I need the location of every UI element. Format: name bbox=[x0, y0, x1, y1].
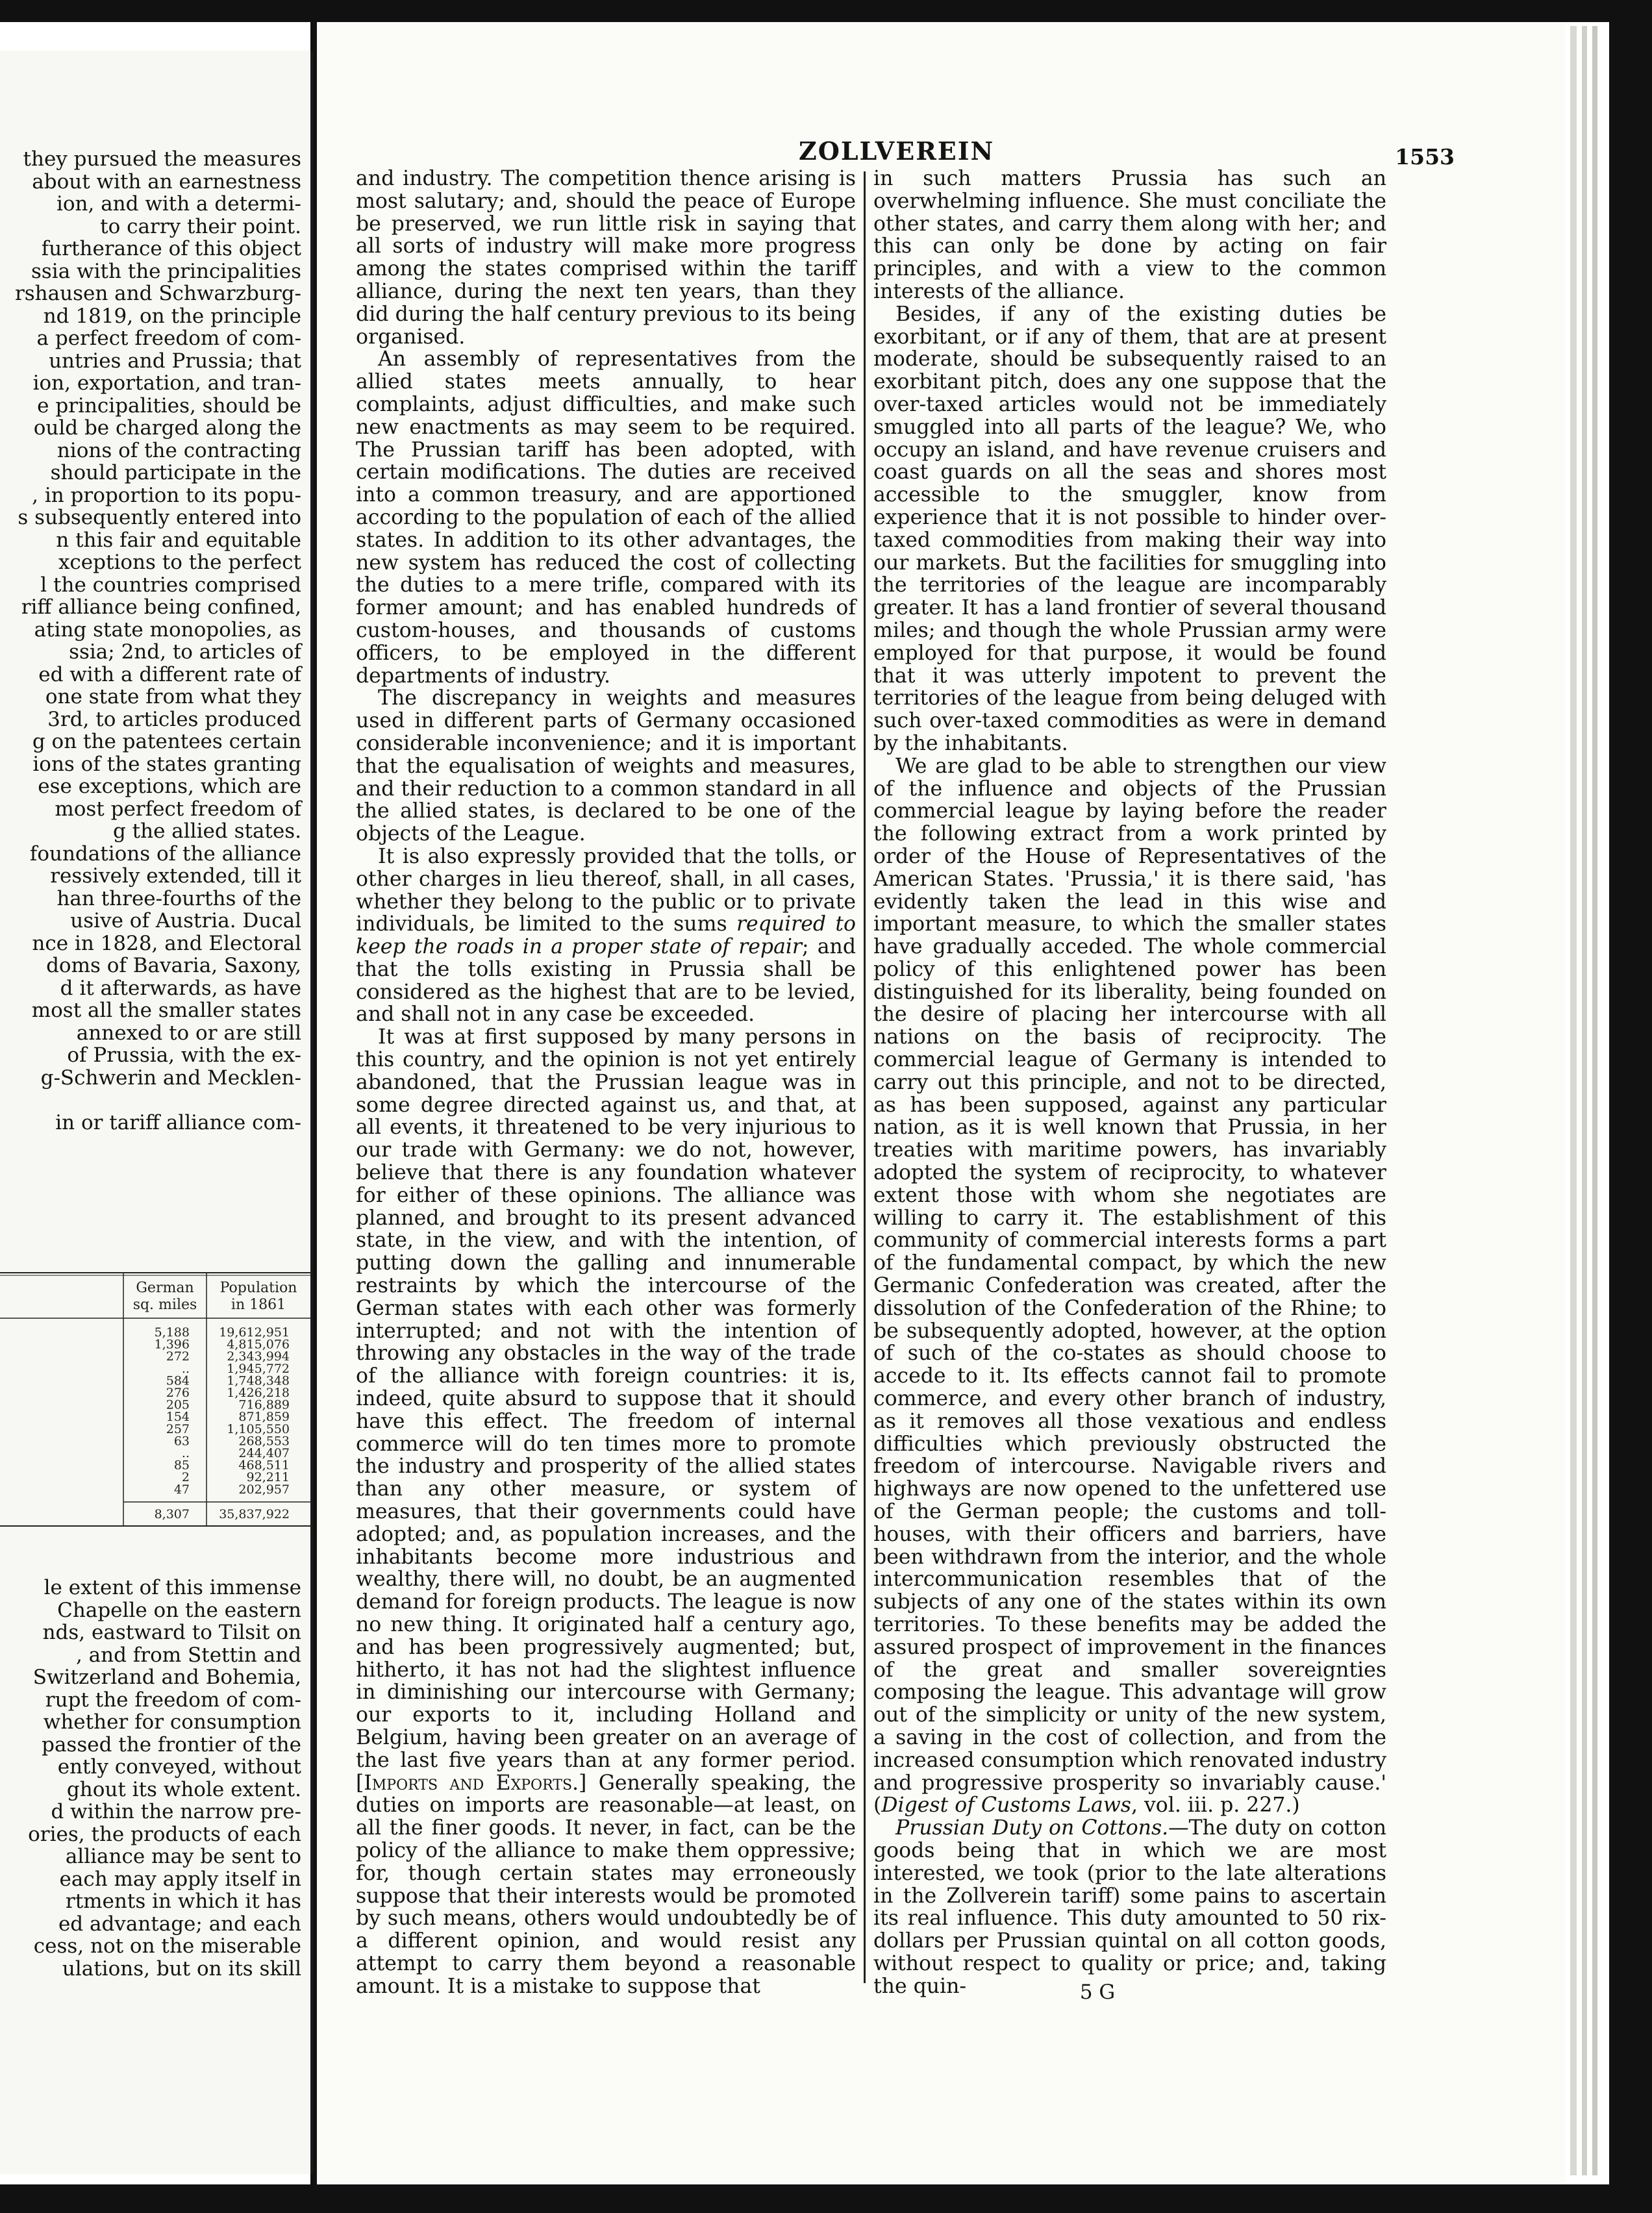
text-run: It was at first supposed by many persons in this country, and the opinion is not yet entirely abandoned, that the Prussian league was in some degree directed against us, and that, at all events, it threatened to be very injurious to our trade with Germany: we do not, however, believe that there is any foundation whatever for either of these opinions. The alliance was planned, and brought to its present advanced state, in the view, and with the intention, of putting down the galling and innumerable restraints by which the intercourse of the German states with each other was formerly interrupted; and not with the intention of throwing any obstacles in the way of the trade of the alliance with foreign countries: it is, indeed, quite absurd to suppose that it should have this effect. The freedom of internal commerce will do ten times more to promote the industry and prosperity of the allied states than any other measure, or system of measures, that their governments could have adopted; and, as population increases, and the inhabitants become more industrious and wealthy, there will, no doubt, be an augmented demand for foreign products. The league is now no new thing. It originated half a century ago, and has been progressively augmented; but, hitherto, it has not had the slightest influence in diminishing our intercourse with Germany; our exports to it, including Holland and Belgium, having been greater on an average of the last five years than at any former period. [ bbox=[356, 1025, 856, 1795]
italic-run: required to keep the roads in a proper state of repair bbox=[356, 912, 856, 959]
table-cell: 268,553 bbox=[238, 1434, 290, 1449]
facing-page-upper-text: they pursued the measures about with an earnestness ion, and with a determi- to carry their point. furtherance of this object ssia with the principalities rshausen and Schwarzburg- nd 1819, on the principle a perfect freedom of com- untries and Prussia; that ion, exportation, and tran- e principalities, should be ould be charged along the nions of the contracting should participate in the , in proportion to its popu- s subsequently entered into n this fair and equitable xceptions to the perfect l the countries comprised riff alliance being confined, ating state monopolies, as ssia; 2nd, to articles of ed with a different rate of one state from what they 3rd, to articles produced g on the patentees certain ions of the states granting ese exceptions, which are most perfect freedom of g the allied states. foundations of the alliance ressively extended, till it han three-fourths of the usive of Austria. Ducal nce in 1828, and Electoral doms of Bavaria, Saxony, d it afterwards, as have most all the smaller states annexed to or are still of Prussia, with the ex- g-Schwerin and Mecklen- in or tariff alliance com- bbox=[14, 147, 301, 1134]
table-cell: 276 bbox=[166, 1386, 190, 1400]
table-cell: 1,426,218 bbox=[227, 1386, 290, 1400]
table-cell: 584 bbox=[166, 1373, 190, 1388]
table-cell: 716,889 bbox=[238, 1397, 290, 1412]
paragraph: and industry. The competition thence arising is most salutary; and, should the peace of Europe be preserved, we run little risk in saying that all sorts of industry will make more progress among the states comprised within the tariff alliance, during the next ten years, than they did during the half century previous to its being organised. bbox=[356, 167, 856, 349]
table-cell: 272 bbox=[166, 1349, 190, 1364]
facing-page-lower-text: le extent of this immense Chapelle on the eastern nds, eastward to Tilsit on , and from Stettin and Switzerland and Bohemia, rupt the freedom of com- whether for consumption passed the frontier of the ently conveyed, without ghout its whole extent. d within the narrow pre- ories, the products of each alliance may be sent to each may apply itself in rtments in which it has ed advantage; and each cess, not on the miserable ulations, but on its skill bbox=[28, 1576, 301, 1981]
table-cell: 871,859 bbox=[238, 1410, 290, 1425]
page-number: 1553 bbox=[1395, 144, 1455, 169]
signature-mark: 5 G bbox=[1079, 1981, 1116, 2004]
paragraph: The discrepancy in weights and measures used in different parts of Germany occasioned considerable inconvenience; and it is important that the equalisation of weights and measures, and their reduction to a common standard in all the allied states, is declared to be one of the objects of the League. bbox=[356, 686, 856, 846]
paragraph bbox=[356, 845, 856, 1026]
scan-border-right bbox=[1609, 0, 1652, 2213]
table-cell: 19,612,951 bbox=[219, 1325, 290, 1340]
column-rule bbox=[864, 171, 866, 1983]
table-cell: 5,188 bbox=[154, 1325, 190, 1340]
paragraph: An assembly of representatives from the allied states meets annually, to hear complaints, adjust difficulties, and make such new enactments as may seem to be required. The Prussian tariff has been adopted, with certain modifications. The duties are received into a common treasury, and are apportioned according to the population of each of the allied states. In addition to its other advantages, the new system has reduced the cost of collecting the duties to a mere trifle, compared with its former amount; and has enabled hundreds of custom-houses, and thousands of customs officers, to be employed in the different departments of industry. bbox=[356, 347, 856, 688]
table-cell: .. bbox=[181, 1446, 190, 1460]
table-header: Population bbox=[219, 1280, 297, 1296]
table-cell: 1,105,550 bbox=[227, 1421, 290, 1436]
facing-page-fragment bbox=[0, 51, 313, 2174]
table-cell: 1,945,772 bbox=[227, 1361, 290, 1376]
paragraph: in such matters Prussia has such an overwhelming influence. She must conciliate the other states, and carry them along with her; and this can only be done by acting on fair principles, and with a view to the common interests of the alliance. bbox=[873, 167, 1386, 303]
text-run: ; and that the tolls existing in Prussia shall be considered as the highest that are to be levied, and shall not in any case be exceeded. bbox=[356, 935, 856, 1027]
population-table bbox=[0, 1271, 310, 1544]
paragraph bbox=[356, 1026, 856, 1997]
paragraph: Besides, if any of the existing duties be exorbitant, or if any of them, that are at present moderate, should be subsequently raised to an exorbitant pitch, does any one suppose that the over-taxed articles would not be immediately smuggled into all parts of the league? We, who occupy an island, and have revenue cruisers and coast guards on all the seas and shores most accessible to the smuggler, know from experience that it is not possible to hinder over-taxed commodities from making their way into our markets. But the facilities for smuggling into the territories of the league are incomparably greater. It has a land frontier of several thousand miles; and though the whole Prussian army were employed for that purpose, it would be found that it was utterly impotent to prevent the territories of the league from being deluged with such over-taxed commodities as were in demand by the inhabitants. bbox=[873, 302, 1386, 755]
table-header: sq. miles bbox=[132, 1297, 197, 1313]
table-cell: 257 bbox=[166, 1421, 190, 1436]
page-edge-1 bbox=[1570, 26, 1577, 2175]
text-run: , vol. iii. p. 227.) bbox=[1131, 1794, 1300, 1818]
scan-border-bottom bbox=[0, 2184, 1652, 2213]
section-heading: Prussian Duty on Cottons. bbox=[895, 1816, 1169, 1840]
table-cell: 244,407 bbox=[238, 1446, 290, 1460]
table-cell: 2 bbox=[181, 1470, 190, 1485]
table-cell: 1,748,348 bbox=[227, 1373, 290, 1388]
table-cell: 85 bbox=[173, 1458, 190, 1473]
table-cell: 1,396 bbox=[154, 1337, 190, 1352]
table-total: 8,307 bbox=[154, 1507, 190, 1521]
scan-border-top bbox=[0, 0, 1652, 22]
table-cell: 47 bbox=[173, 1482, 190, 1497]
text-column-right bbox=[873, 168, 1386, 1998]
paragraph bbox=[873, 1817, 1386, 1997]
table-cell: 63 bbox=[173, 1434, 190, 1449]
cross-reference: Imports and Exports. bbox=[364, 1771, 579, 1795]
table-cell: 468,511 bbox=[238, 1458, 290, 1473]
page-edge-2 bbox=[1582, 26, 1587, 2175]
text-run: We are glad to be able to strengthen our view of the influence and objects of the Prussian commercial league by laying before the reader the following extract from a work printed by order of the House of Representatives of the American States. 'Prussia,' it is there said, 'has evidently taken the lead in this wise and important measure, to which the smaller states have gradually acceded. The whole commercial policy of this enlightened power has been distinguished for its liberality, being founded on the desire of placing her intercourse with all nations on the basis of reciprocity. The commercial league of Germany is intended to carry out this principle, and not to be directed, as has been supposed, against any particular nation, as it is well known that Prussia, in her treaties with maritime powers, has invariably adopted the system of reciprocity, to whatever extent those with whom she negotiates are willing to carry it. The establishment of this community of commercial interests forms a part of the fundamental compact, by which the new Germanic Confederation was created, after the dissolution of the Confederation of the Rhine; to be subsequently adopted, however, at the option of such of the co-states as should choose to accede to it. Its effects cannot fail to promote commerce, and every other branch of industry, as it removes all those vexatious and endless difficulties which previously obstructed the freedom of intercourse. Navigable rivers and highways are now opened to the unfettered use of the German people; the customs and toll-houses, with their officers and barriers, have been withdrawn from the interior, and the whole intercommunication resembles that of the subjects of any one of the states within its own territories. To these benefits may be added the assured prospect of improvement in the finances of the great and smaller sovereignties composing the league. This advantage will grow out of the simplicity or unity of the new system, a saving in the cost of collection, and from the increased consumption which renovated industry and progressive prosperity so invariably cause.' ( bbox=[873, 754, 1386, 1818]
table-header: in 1861 bbox=[231, 1297, 286, 1313]
table-header: German bbox=[136, 1280, 194, 1296]
table-cell: 154 bbox=[166, 1410, 190, 1425]
page-edge-3 bbox=[1592, 26, 1597, 2175]
running-head: ZOLLVEREIN bbox=[799, 136, 995, 166]
table-cell: 202,957 bbox=[238, 1482, 290, 1497]
text-column-left bbox=[356, 168, 856, 1998]
italic-citation: Digest of Customs Laws bbox=[881, 1794, 1131, 1818]
table-cell: 2,343,994 bbox=[227, 1349, 290, 1364]
paragraph bbox=[873, 755, 1386, 1817]
text-run: ] Generally speaking, the duties on imports are reasonable—at least, on all the finer goods. It never, in fact, can be the policy of the alliance to make them oppressive; for, though certain states may erroneously suppose that their interests would be promoted by such means, others would undoubtedly be of a different opinion, and would resist any attempt to carry them beyond a reasonable amount. It is a mistake to suppose that bbox=[356, 1771, 856, 1998]
text-run: It is also expressly provided that the tolls, or other charges in lieu thereof, shall, in all cases, whether they belong to the public or to private individuals, be limited to the sums bbox=[356, 844, 856, 936]
table-cell: 92,211 bbox=[246, 1470, 290, 1485]
table-cell: .. bbox=[181, 1361, 190, 1376]
table-cell: 205 bbox=[166, 1397, 190, 1412]
table-cell: 4,815,076 bbox=[227, 1337, 290, 1352]
table-total: 35,837,922 bbox=[219, 1507, 290, 1521]
text-run: —The duty on cotton goods being that in which we are most interested, we took (prior to the late alterations in the Zollverein tariff) some pains to ascertain its real influence. This duty amounted to 50 rix-dollars per Prussian quintal on all cotton goods, without respect to quality or price; and, taking the quin- bbox=[873, 1816, 1386, 1998]
